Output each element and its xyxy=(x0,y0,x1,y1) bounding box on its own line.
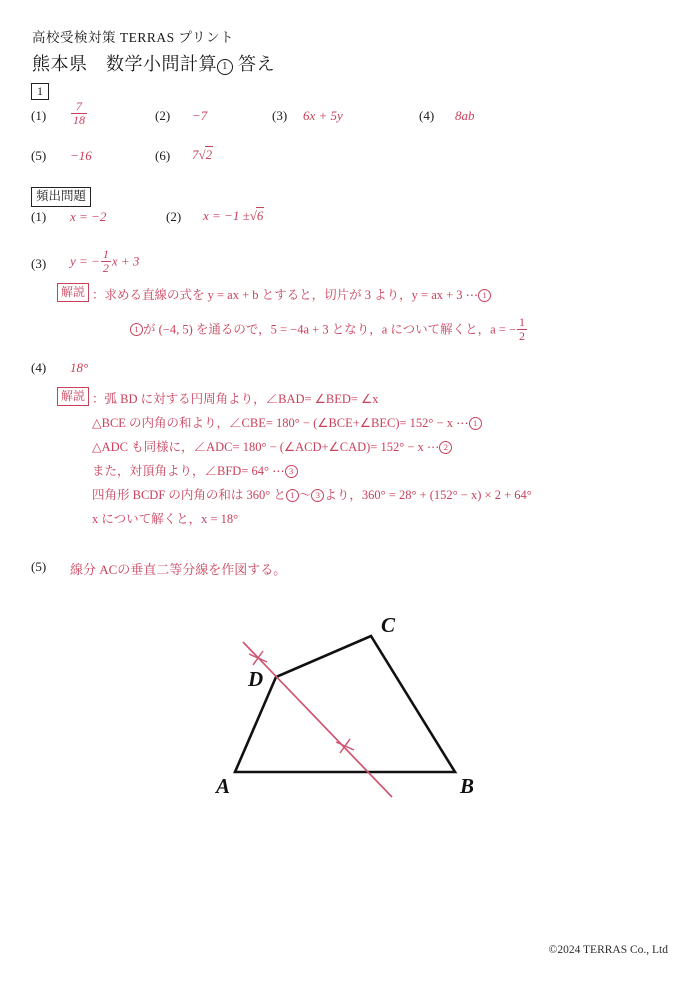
vertex-label-a: A xyxy=(216,774,231,798)
radical-root-6: √6 xyxy=(249,208,264,223)
question-label-1-4: (4) xyxy=(419,108,435,123)
question-label-1-3: (3) xyxy=(272,108,288,123)
answer-f-2-prefix: x = −1 ± xyxy=(203,208,250,223)
fraction-denominator: 18 xyxy=(73,112,85,127)
question-label-f-4: (4) xyxy=(31,360,47,375)
explanation-text: 四角形 BCDF の内角の和は 360° と xyxy=(92,488,286,502)
explanation-f-4-line-3 xyxy=(92,437,452,455)
explanation-f-4-line-6: x について解くと，x = 18° xyxy=(92,512,239,526)
answer-f-5: 線分 ACの垂直二等分線を作図する。 xyxy=(70,562,287,577)
question-label-f-2: (2) xyxy=(166,209,182,224)
fraction-denominator: 2 xyxy=(519,328,526,343)
answer-1-1 xyxy=(70,101,88,128)
question-label-f-5: (5) xyxy=(31,559,47,574)
explanation-f-3-line-2 xyxy=(130,317,528,344)
worksheet-subtitle: 高校受検対策 TERRAS プリント xyxy=(32,30,234,45)
answer-f-4: 18° xyxy=(70,360,89,375)
answer-f-3-suffix: x + 3 xyxy=(111,253,140,269)
answer-1-6 xyxy=(192,147,213,163)
circle-number-3: 3 xyxy=(285,465,298,478)
vertex-label-d: D xyxy=(248,667,264,691)
quadrilateral-abcd xyxy=(235,636,455,772)
fraction-numerator: 1 xyxy=(519,315,526,329)
radicand: 2 xyxy=(205,147,213,162)
circle-number-2: 2 xyxy=(439,441,452,454)
explanation-text: △BCE の内角の和より，∠CBE= 180° − (∠BCE+∠BEC)= 152° − x ⋯ xyxy=(92,416,469,430)
answer-f-3-prefix: y = − xyxy=(70,253,100,269)
fraction-1-2 xyxy=(101,248,111,275)
vertex-labels xyxy=(214,613,474,798)
explanation-text: より，360° = 28° + (152° − x) × 2 + 64° xyxy=(324,488,532,502)
answer-f-2 xyxy=(203,208,264,224)
explanation-f-4-line-2 xyxy=(92,413,482,431)
explanation-text: が (−4, 5) を通るので，5 = −4a + 3 となり，a について解くと，a = − xyxy=(143,322,517,337)
radical-7-root-2: 7√2 xyxy=(192,147,213,162)
explanation-text: △ADC も同様に，∠ADC= 180° − (∠ACD+∠CAD)= 152° − x ⋯ xyxy=(92,440,440,454)
circle-number-1: 1 xyxy=(469,417,482,430)
question-label-f-1: (1) xyxy=(31,209,47,224)
vertex-label-c: C xyxy=(381,613,396,637)
section-number-box: 1 xyxy=(31,83,49,100)
explanation-f-4-line-5 xyxy=(92,485,532,503)
answer-f-3 xyxy=(70,249,139,276)
radicand: 6 xyxy=(256,208,264,223)
copyright-notice: ©2024 TERRAS Co., Ltd xyxy=(548,944,668,956)
explanation-text: 〜 xyxy=(298,488,312,502)
answer-f-1: x = −2 xyxy=(70,209,107,224)
circle-number-1: 1 xyxy=(478,289,491,302)
title-circle-number: 1 xyxy=(217,59,233,75)
perpendicular-bisector-line xyxy=(243,642,392,797)
fraction-1-2 xyxy=(517,316,527,343)
fraction-7-18 xyxy=(71,100,87,127)
circle-number-1: 1 xyxy=(130,323,143,336)
fraction-numerator: 1 xyxy=(102,247,109,261)
circle-number-3: 3 xyxy=(311,489,324,502)
geometry-figure xyxy=(0,595,700,825)
page-title-suffix: 答え xyxy=(238,54,275,74)
answer-1-4: 8ab xyxy=(455,108,475,123)
answer-1-3: 6x + 5y xyxy=(303,108,343,123)
fraction-numerator: 7 xyxy=(76,99,82,113)
explanation-label-f-3: 解説 xyxy=(57,283,89,302)
radical-coefficient: 7 xyxy=(192,147,199,162)
explanation-label-f-4: 解説 xyxy=(57,387,89,406)
explanation-f-3-line-1 xyxy=(92,285,491,303)
explanation-f-4-line-1: ：弧 BD に対する円周角より，∠BAD= ∠BED= ∠x xyxy=(92,392,379,406)
answer-1-5: −16 xyxy=(70,148,92,163)
question-label-1-2: (2) xyxy=(155,108,171,123)
question-label-1-6: (6) xyxy=(155,148,171,163)
frequent-problems-label: 頻出問題 xyxy=(31,187,91,207)
explanation-text: ：求める直線の式を y = ax + b とすると，切片が 3 より，y = ax + 3 ⋯ xyxy=(92,288,479,302)
page-title-prefix: 熊本県 数学小問計算 xyxy=(32,54,217,74)
question-label-1-1: (1) xyxy=(31,108,47,123)
answer-1-2: −7 xyxy=(192,108,208,123)
explanation-text: また，対頂角より，∠BFD= 64° ⋯ xyxy=(92,464,285,478)
vertex-label-b: B xyxy=(460,774,475,798)
question-label-f-3: (3) xyxy=(31,256,47,271)
explanation-f-4-line-4 xyxy=(92,461,298,479)
question-label-1-5: (5) xyxy=(31,148,47,163)
page-title xyxy=(32,50,275,76)
fraction-denominator: 2 xyxy=(102,260,109,275)
circle-number-1: 1 xyxy=(286,489,299,502)
